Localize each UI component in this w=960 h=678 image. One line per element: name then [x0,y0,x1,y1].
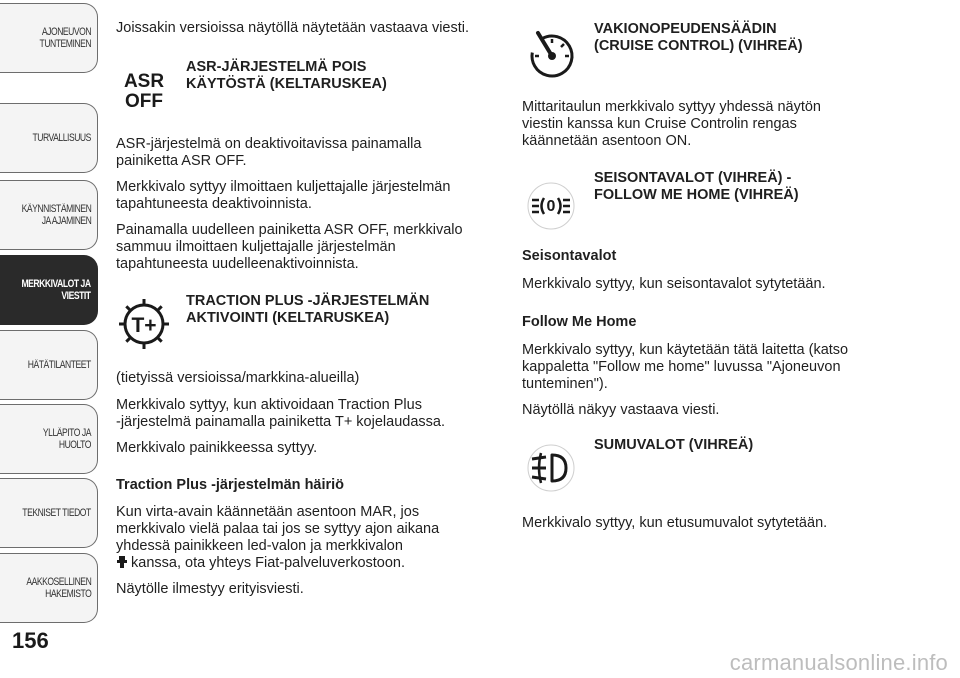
page-number: 156 [12,628,49,653]
asr-p1-line1: ASR-järjestelmä on deaktivoitavissa painamalla [116,136,422,152]
parking-lights-icon [522,178,580,234]
tab-hatatilanteet[interactable] [0,330,98,400]
asr-p2-line2: tapahtuneesta deaktivoinnista. [116,196,312,212]
asr-p1-line2: painiketta ASR OFF. [116,153,247,169]
tab-label: TURVALLISUUS [32,132,91,144]
tab-aakkosellinen-hakemisto[interactable] [0,553,98,623]
asr-p3-line1: Painamalla uudelleen painiketta ASR OFF, merkkivalo [116,222,463,238]
parking-p3: Näytöllä näkyy vastaava viesti. [522,402,720,418]
asr-p3-line2: sammuu ilmoittaen kuljettajalle järjestelmän [116,239,396,255]
tab-label: TEKNISET TIEDOT [22,507,91,519]
tab-tekniset-tiedot[interactable] [0,478,98,548]
tab-kaynnistaminen[interactable] [0,180,98,250]
tab-merkkivalot-active[interactable] [0,255,98,325]
watermark: carmanualsonline.info [729,650,948,675]
traction-p4-line4-text: kanssa, ota yhteys Fiat-palveluverkostoon. [131,555,406,571]
traction-p1: (tietyissä versioissa/markkina-alueilla) [116,370,360,386]
fog-p1: Merkkivalo syttyy, kun etusumuvalot sytytetään. [522,515,828,531]
cruise-p1-line2: viestin kanssa kun Cruise Controlin rengas [522,116,797,132]
asr-heading-line2: KÄYTÖSTÄ (KELTARUSKEA) [186,76,387,92]
tab-ajoneuvon-tunteminen[interactable] [0,3,98,73]
cruise-heading-line2: (CRUISE CONTROL) (VIHREÄ) [594,38,803,54]
tab-label: HÄTÄTILANTEET [27,359,91,371]
follow-me-home-sub: Follow Me Home [522,314,637,330]
cruise-p1-line1: Mittaritaulun merkkivalo syttyy yhdessä näytön [522,99,821,115]
parking-p1: Merkkivalo syttyy, kun seisontavalot sytytetään. [522,276,826,292]
cruise-p1-line3: käännetään asentoon ON. [522,133,692,149]
chapter-sidebar [0,0,102,678]
traction-p4-line3: yhdessä painikkeen led-valon ja merkkivalon [116,538,403,554]
asr-off-icon [116,63,172,119]
tab-label: AJONEUVON TUNTEMINEN [39,26,91,50]
fog-heading: SUMUVALOT (VIHREÄ) [594,437,754,453]
parking-sub1: Seisontavalot [522,248,617,264]
asr-icon-text: ASR [123,71,165,92]
traction-p4-line4 [116,555,405,572]
cruise-heading-line1: VAKIONOPEUDENSÄÄDIN [594,21,777,37]
tab-label: YLLÄPITO JA HUOLTO [42,427,91,451]
traction-heading-line2: AKTIVOINTI (KELTARUSKEA) [186,310,390,326]
asr-heading-line1: ASR-JÄRJESTELMÄ POIS [186,59,367,75]
parking-p2-line1: Merkkivalo syttyy, kun käytetään tätä laitetta (katso [522,342,849,358]
off-icon-text: OFF [125,91,163,112]
asr-p2-line1: Merkkivalo syttyy ilmoittaen kuljettajalle järjestelmän [116,179,451,195]
traction-p3: Merkkivalo painikkeessa syttyy. [116,440,318,456]
tab-turvallisuus[interactable] [0,103,98,173]
intro-text: Joissakin versioissa näytöllä näytetään vastaava viesti. [116,20,470,36]
traction-p2-line2: -järjestelmä painamalla painiketta T+ kojelaudassa. [116,414,445,430]
traction-fault-heading: Traction Plus -järjestelmän häiriö [116,477,345,493]
fog-lights-icon [522,440,580,496]
cruise-control-icon [522,24,580,82]
tab-label: AAKKOSELLINEN HAKEMISTO [26,576,91,600]
traction-plus-icon [116,296,172,352]
traction-p5: Näytölle ilmestyy erityisviesti. [116,581,304,597]
tab-label: MERKKIVALOT JA VIESTIT [21,278,91,302]
traction-p2-line1: Merkkivalo syttyy, kun aktivoidaan Traction Plus [116,397,422,413]
svg-text:0: 0 [546,198,556,215]
traction-p4-line1: Kun virta-avain käännetään asentoon MAR, jos [116,504,420,520]
parking-p2-line2: kappaletta "Follow me home" luvussa "Ajoneuvon [522,359,841,375]
asr-p3-line3: tapahtuneesta uudelleenaktivoinnista. [116,256,359,272]
service-wrench-icon [116,555,128,569]
tab-label: KÄYNNISTÄMINEN JA AJAMINEN [21,203,91,227]
traction-p4-line2: merkkivalo vielä palaa tai jos se syttyy ajon aikana [116,521,440,537]
parking-p2-line3: tunteminen"). [522,376,608,392]
parking-heading-line1: SEISONTAVALOT (VIHREÄ) - [594,170,792,186]
tab-yllapito-ja-huolto[interactable] [0,404,98,474]
traction-heading-line1: TRACTION PLUS -JÄRJESTELMÄN [186,293,430,309]
tplus-icon-text: T+ [131,314,157,337]
parking-heading-line2: FOLLOW ME HOME (VIHREÄ) [594,187,799,203]
